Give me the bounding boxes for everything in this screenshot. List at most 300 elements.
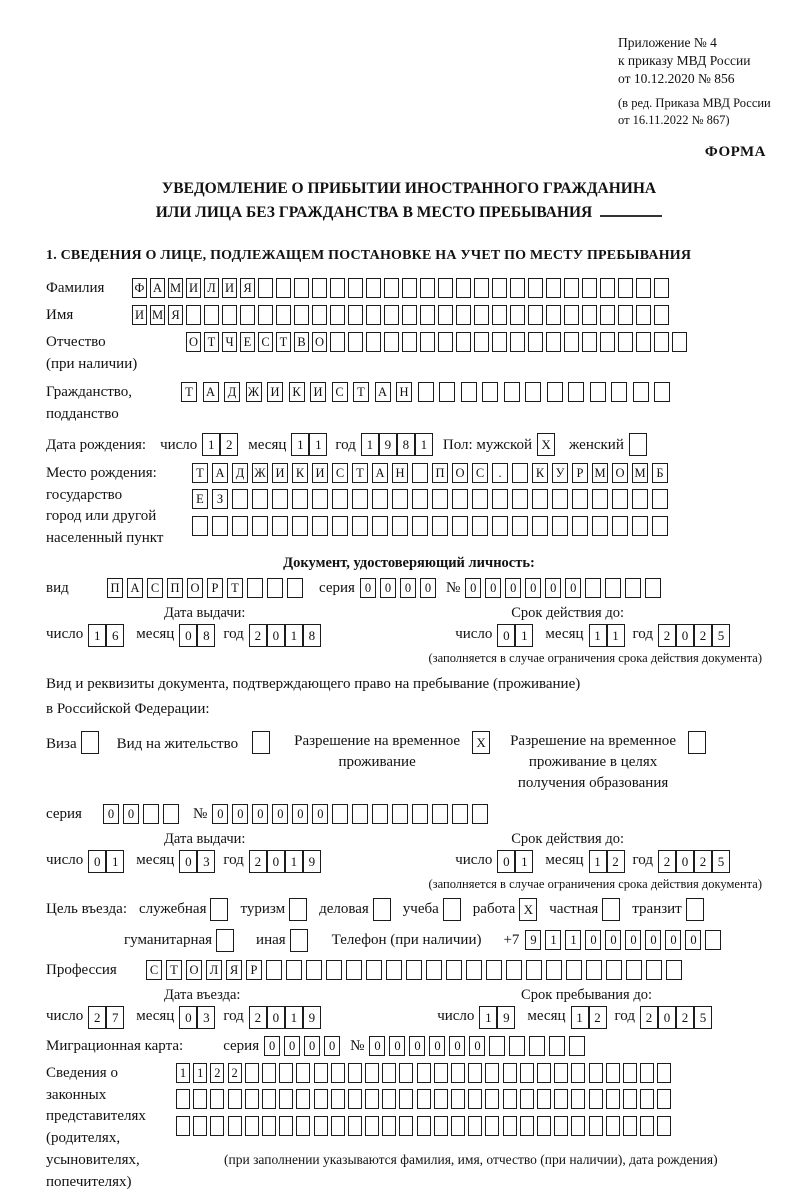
char-cell[interactable]: [503, 1116, 517, 1136]
char-cell[interactable]: [646, 960, 662, 980]
char-cell[interactable]: [443, 898, 461, 921]
char-cell[interactable]: [623, 1063, 637, 1083]
char-cell[interactable]: [640, 1063, 654, 1083]
char-cell[interactable]: [402, 305, 417, 325]
char-cell[interactable]: [296, 1089, 310, 1109]
char-cell[interactable]: 1: [565, 930, 581, 950]
char-cell[interactable]: [434, 1063, 448, 1083]
char-cell[interactable]: [245, 1116, 259, 1136]
char-cell[interactable]: [520, 1116, 534, 1136]
purpose-work-checkbox[interactable]: [519, 898, 537, 921]
char-cell[interactable]: [606, 1063, 620, 1083]
char-cell[interactable]: 0: [676, 624, 694, 647]
char-cell[interactable]: 1: [88, 624, 106, 647]
char-cell[interactable]: 0: [605, 930, 621, 950]
char-cell[interactable]: 7: [106, 1006, 124, 1029]
char-cell[interactable]: [432, 489, 448, 509]
char-cell[interactable]: 1: [285, 1006, 303, 1029]
char-cell[interactable]: [384, 305, 399, 325]
char-cell[interactable]: [546, 305, 561, 325]
char-cell[interactable]: [474, 332, 489, 352]
char-cell[interactable]: 2: [658, 850, 676, 873]
char-cell[interactable]: О: [312, 332, 327, 352]
char-cell[interactable]: [348, 305, 363, 325]
visa-checkbox[interactable]: [81, 731, 99, 754]
char-cell[interactable]: М: [632, 463, 648, 483]
char-cell[interactable]: [372, 516, 388, 536]
char-cell[interactable]: С: [332, 382, 348, 402]
char-cell[interactable]: 0: [545, 578, 561, 598]
char-cell[interactable]: 2: [249, 624, 267, 647]
sex-female-checkbox[interactable]: [629, 433, 647, 456]
char-cell[interactable]: 9: [525, 930, 541, 950]
char-cell[interactable]: [314, 1089, 328, 1109]
char-cell[interactable]: [554, 1116, 568, 1136]
char-cell[interactable]: 0: [232, 804, 248, 824]
char-cell[interactable]: [252, 516, 268, 536]
char-cell[interactable]: [399, 1116, 413, 1136]
char-cell[interactable]: [636, 332, 651, 352]
char-cell[interactable]: .: [492, 463, 508, 483]
char-cell[interactable]: [472, 489, 488, 509]
char-cell[interactable]: X: [537, 433, 555, 456]
char-cell[interactable]: [262, 1063, 276, 1083]
char-cell[interactable]: [451, 1089, 465, 1109]
char-cell[interactable]: [210, 1089, 224, 1109]
char-cell[interactable]: [366, 305, 381, 325]
char-cell[interactable]: 0: [409, 1036, 425, 1056]
char-cell[interactable]: [510, 305, 525, 325]
char-cell[interactable]: [332, 516, 348, 536]
char-cell[interactable]: [510, 332, 525, 352]
char-cell[interactable]: [292, 489, 308, 509]
char-cell[interactable]: [143, 804, 159, 824]
char-cell[interactable]: [652, 489, 668, 509]
char-cell[interactable]: 0: [272, 804, 288, 824]
char-cell[interactable]: [386, 960, 402, 980]
char-cell[interactable]: Т: [353, 382, 369, 402]
char-cell[interactable]: [482, 382, 498, 402]
char-cell[interactable]: [512, 516, 528, 536]
char-cell[interactable]: [474, 305, 489, 325]
char-cell[interactable]: 2: [676, 1006, 694, 1029]
char-cell[interactable]: [571, 1063, 585, 1083]
char-cell[interactable]: [633, 382, 649, 402]
char-cell[interactable]: [547, 382, 563, 402]
char-cell[interactable]: [434, 1089, 448, 1109]
char-cell[interactable]: 0: [400, 578, 416, 598]
char-cell[interactable]: О: [186, 960, 202, 980]
char-cell[interactable]: [326, 960, 342, 980]
char-cell[interactable]: [492, 332, 507, 352]
char-cell[interactable]: [564, 278, 579, 298]
char-cell[interactable]: [645, 578, 661, 598]
char-cell[interactable]: [636, 278, 651, 298]
char-cell[interactable]: [485, 1116, 499, 1136]
char-cell[interactable]: Р: [572, 463, 588, 483]
char-cell[interactable]: [474, 278, 489, 298]
char-cell[interactable]: Т: [276, 332, 291, 352]
char-cell[interactable]: [204, 305, 219, 325]
char-cell[interactable]: Н: [396, 382, 412, 402]
sex-male-checkbox[interactable]: [537, 433, 555, 456]
char-cell[interactable]: [286, 960, 302, 980]
char-cell[interactable]: [654, 278, 669, 298]
char-cell[interactable]: Ж: [246, 382, 262, 402]
char-cell[interactable]: [526, 960, 542, 980]
char-cell[interactable]: 6: [106, 624, 124, 647]
char-cell[interactable]: [276, 305, 291, 325]
char-cell[interactable]: [352, 489, 368, 509]
char-cell[interactable]: [456, 332, 471, 352]
char-cell[interactable]: [294, 305, 309, 325]
char-cell[interactable]: [262, 1116, 276, 1136]
char-cell[interactable]: Л: [206, 960, 222, 980]
char-cell[interactable]: [509, 1036, 525, 1056]
char-cell[interactable]: [600, 305, 615, 325]
char-cell[interactable]: 0: [685, 930, 701, 950]
char-cell[interactable]: 0: [449, 1036, 465, 1056]
char-cell[interactable]: 0: [525, 578, 541, 598]
char-cell[interactable]: Р: [207, 578, 223, 598]
char-cell[interactable]: [606, 1089, 620, 1109]
purpose-commercial-checkbox[interactable]: [373, 898, 391, 921]
char-cell[interactable]: Ж: [252, 463, 268, 483]
char-cell[interactable]: [618, 332, 633, 352]
char-cell[interactable]: 0: [179, 1006, 197, 1029]
char-cell[interactable]: Я: [168, 305, 183, 325]
char-cell[interactable]: [352, 516, 368, 536]
char-cell[interactable]: [420, 305, 435, 325]
char-cell[interactable]: [193, 1089, 207, 1109]
char-cell[interactable]: М: [168, 278, 183, 298]
char-cell[interactable]: [262, 1089, 276, 1109]
char-cell[interactable]: [245, 1063, 259, 1083]
char-cell[interactable]: [605, 578, 621, 598]
char-cell[interactable]: [212, 516, 228, 536]
char-cell[interactable]: 0: [497, 624, 515, 647]
char-cell[interactable]: [352, 804, 368, 824]
char-cell[interactable]: Е: [192, 489, 208, 509]
char-cell[interactable]: [192, 516, 208, 536]
char-cell[interactable]: [392, 804, 408, 824]
char-cell[interactable]: [312, 305, 327, 325]
char-cell[interactable]: С: [258, 332, 273, 352]
char-cell[interactable]: [537, 1089, 551, 1109]
char-cell[interactable]: [252, 489, 268, 509]
char-cell[interactable]: 9: [303, 850, 321, 873]
char-cell[interactable]: [566, 960, 582, 980]
char-cell[interactable]: [294, 278, 309, 298]
char-cell[interactable]: Т: [227, 578, 243, 598]
char-cell[interactable]: [546, 332, 561, 352]
char-cell[interactable]: [564, 305, 579, 325]
char-cell[interactable]: Я: [240, 278, 255, 298]
char-cell[interactable]: [504, 382, 520, 402]
char-cell[interactable]: 2: [220, 433, 238, 456]
char-cell[interactable]: [228, 1116, 242, 1136]
purpose-study-checkbox[interactable]: [443, 898, 461, 921]
char-cell[interactable]: 1: [193, 1063, 207, 1083]
char-cell[interactable]: [632, 516, 648, 536]
char-cell[interactable]: [296, 1116, 310, 1136]
char-cell[interactable]: [279, 1063, 293, 1083]
char-cell[interactable]: 8: [303, 624, 321, 647]
char-cell[interactable]: [384, 332, 399, 352]
char-cell[interactable]: 0: [103, 804, 119, 824]
char-cell[interactable]: [468, 1116, 482, 1136]
char-cell[interactable]: [176, 1116, 190, 1136]
char-cell[interactable]: [258, 305, 273, 325]
char-cell[interactable]: [176, 1089, 190, 1109]
char-cell[interactable]: 8: [197, 624, 215, 647]
char-cell[interactable]: [589, 1063, 603, 1083]
char-cell[interactable]: [81, 731, 99, 754]
purpose-business-checkbox[interactable]: [210, 898, 228, 921]
char-cell[interactable]: 0: [645, 930, 661, 950]
char-cell[interactable]: [528, 278, 543, 298]
char-cell[interactable]: [503, 1089, 517, 1109]
char-cell[interactable]: [472, 804, 488, 824]
char-cell[interactable]: [348, 332, 363, 352]
char-cell[interactable]: 1: [515, 850, 533, 873]
char-cell[interactable]: 0: [312, 804, 328, 824]
char-cell[interactable]: [568, 382, 584, 402]
char-cell[interactable]: А: [127, 578, 143, 598]
char-cell[interactable]: [382, 1116, 396, 1136]
char-cell[interactable]: [572, 489, 588, 509]
char-cell[interactable]: [520, 1063, 534, 1083]
char-cell[interactable]: [348, 1116, 362, 1136]
char-cell[interactable]: 1: [291, 433, 309, 456]
char-cell[interactable]: [606, 960, 622, 980]
char-cell[interactable]: [468, 1089, 482, 1109]
char-cell[interactable]: 1: [202, 433, 220, 456]
char-cell[interactable]: Б: [652, 463, 668, 483]
char-cell[interactable]: О: [187, 578, 203, 598]
char-cell[interactable]: Ф: [132, 278, 147, 298]
char-cell[interactable]: Т: [204, 332, 219, 352]
char-cell[interactable]: Т: [192, 463, 208, 483]
char-cell[interactable]: [612, 489, 628, 509]
char-cell[interactable]: Л: [204, 278, 219, 298]
char-cell[interactable]: [279, 1089, 293, 1109]
purpose-other-checkbox[interactable]: [290, 929, 308, 952]
char-cell[interactable]: 0: [88, 850, 106, 873]
char-cell[interactable]: Д: [232, 463, 248, 483]
char-cell[interactable]: [420, 278, 435, 298]
char-cell[interactable]: К: [532, 463, 548, 483]
char-cell[interactable]: А: [372, 463, 388, 483]
char-cell[interactable]: [525, 382, 541, 402]
char-cell[interactable]: 2: [228, 1063, 242, 1083]
char-cell[interactable]: А: [375, 382, 391, 402]
char-cell[interactable]: [382, 1089, 396, 1109]
char-cell[interactable]: [705, 930, 721, 950]
char-cell[interactable]: 0: [284, 1036, 300, 1056]
char-cell[interactable]: [654, 305, 669, 325]
char-cell[interactable]: [582, 305, 597, 325]
char-cell[interactable]: [399, 1063, 413, 1083]
char-cell[interactable]: [292, 516, 308, 536]
char-cell[interactable]: [654, 332, 669, 352]
char-cell[interactable]: [267, 578, 283, 598]
char-cell[interactable]: 2: [589, 1006, 607, 1029]
char-cell[interactable]: [552, 516, 568, 536]
char-cell[interactable]: [186, 305, 201, 325]
char-cell[interactable]: [466, 960, 482, 980]
char-cell[interactable]: 0: [252, 804, 268, 824]
char-cell[interactable]: [492, 516, 508, 536]
char-cell[interactable]: X: [519, 898, 537, 921]
char-cell[interactable]: 0: [485, 578, 501, 598]
char-cell[interactable]: [296, 1063, 310, 1083]
char-cell[interactable]: [373, 898, 391, 921]
char-cell[interactable]: [452, 516, 468, 536]
char-cell[interactable]: [657, 1089, 671, 1109]
char-cell[interactable]: [657, 1116, 671, 1136]
char-cell[interactable]: [636, 305, 651, 325]
char-cell[interactable]: [602, 898, 620, 921]
char-cell[interactable]: И: [222, 278, 237, 298]
char-cell[interactable]: [312, 278, 327, 298]
purpose-transit-checkbox[interactable]: [686, 898, 704, 921]
char-cell[interactable]: 1: [285, 850, 303, 873]
char-cell[interactable]: [686, 898, 704, 921]
char-cell[interactable]: [546, 960, 562, 980]
char-cell[interactable]: [417, 1116, 431, 1136]
char-cell[interactable]: [592, 516, 608, 536]
char-cell[interactable]: Е: [240, 332, 255, 352]
char-cell[interactable]: [666, 960, 682, 980]
char-cell[interactable]: [468, 1063, 482, 1083]
char-cell[interactable]: Ч: [222, 332, 237, 352]
char-cell[interactable]: [510, 278, 525, 298]
char-cell[interactable]: [688, 731, 706, 754]
char-cell[interactable]: 0: [292, 804, 308, 824]
char-cell[interactable]: 0: [585, 930, 601, 950]
char-cell[interactable]: В: [294, 332, 309, 352]
char-cell[interactable]: [432, 804, 448, 824]
char-cell[interactable]: 0: [123, 804, 139, 824]
char-cell[interactable]: [266, 960, 282, 980]
char-cell[interactable]: [528, 305, 543, 325]
char-cell[interactable]: 0: [267, 624, 285, 647]
char-cell[interactable]: 0: [497, 850, 515, 873]
char-cell[interactable]: У: [552, 463, 568, 483]
char-cell[interactable]: [582, 332, 597, 352]
char-cell[interactable]: 0: [389, 1036, 405, 1056]
char-cell[interactable]: О: [612, 463, 628, 483]
char-cell[interactable]: [528, 332, 543, 352]
char-cell[interactable]: 0: [360, 578, 376, 598]
char-cell[interactable]: Р: [246, 960, 262, 980]
char-cell[interactable]: 0: [179, 624, 197, 647]
char-cell[interactable]: [365, 1089, 379, 1109]
char-cell[interactable]: [348, 1089, 362, 1109]
char-cell[interactable]: [420, 332, 435, 352]
char-cell[interactable]: [438, 278, 453, 298]
char-cell[interactable]: 2: [249, 1006, 267, 1029]
char-cell[interactable]: [384, 278, 399, 298]
char-cell[interactable]: [330, 305, 345, 325]
char-cell[interactable]: 0: [369, 1036, 385, 1056]
char-cell[interactable]: [332, 489, 348, 509]
edu-permit-checkbox[interactable]: [688, 731, 706, 754]
char-cell[interactable]: 9: [303, 1006, 321, 1029]
char-cell[interactable]: П: [167, 578, 183, 598]
char-cell[interactable]: [589, 1089, 603, 1109]
char-cell[interactable]: 0: [658, 1006, 676, 1029]
char-cell[interactable]: 1: [176, 1063, 190, 1083]
char-cell[interactable]: 1: [309, 433, 327, 456]
char-cell[interactable]: [432, 516, 448, 536]
char-cell[interactable]: [417, 1089, 431, 1109]
char-cell[interactable]: [332, 804, 348, 824]
char-cell[interactable]: И: [132, 305, 147, 325]
char-cell[interactable]: 5: [712, 850, 730, 873]
char-cell[interactable]: 0: [505, 578, 521, 598]
char-cell[interactable]: [626, 960, 642, 980]
char-cell[interactable]: 0: [380, 578, 396, 598]
char-cell[interactable]: [512, 489, 528, 509]
char-cell[interactable]: [438, 332, 453, 352]
char-cell[interactable]: 0: [465, 578, 481, 598]
char-cell[interactable]: [330, 332, 345, 352]
char-cell[interactable]: К: [292, 463, 308, 483]
char-cell[interactable]: [618, 278, 633, 298]
residence-permit-checkbox[interactable]: [252, 731, 270, 754]
char-cell[interactable]: [657, 1063, 671, 1083]
char-cell[interactable]: С: [332, 463, 348, 483]
char-cell[interactable]: 8: [397, 433, 415, 456]
char-cell[interactable]: [537, 1063, 551, 1083]
char-cell[interactable]: [571, 1116, 585, 1136]
char-cell[interactable]: [366, 960, 382, 980]
char-cell[interactable]: М: [592, 463, 608, 483]
char-cell[interactable]: [640, 1089, 654, 1109]
char-cell[interactable]: П: [432, 463, 448, 483]
char-cell[interactable]: [399, 1089, 413, 1109]
char-cell[interactable]: Д: [224, 382, 240, 402]
char-cell[interactable]: 0: [469, 1036, 485, 1056]
char-cell[interactable]: 2: [88, 1006, 106, 1029]
char-cell[interactable]: [216, 929, 234, 952]
char-cell[interactable]: [461, 382, 477, 402]
char-cell[interactable]: [392, 489, 408, 509]
char-cell[interactable]: [439, 382, 455, 402]
purpose-tourism-checkbox[interactable]: [289, 898, 307, 921]
char-cell[interactable]: [472, 516, 488, 536]
char-cell[interactable]: [258, 278, 273, 298]
char-cell[interactable]: [600, 278, 615, 298]
char-cell[interactable]: О: [186, 332, 201, 352]
char-cell[interactable]: [272, 516, 288, 536]
char-cell[interactable]: А: [212, 463, 228, 483]
char-cell[interactable]: [240, 305, 255, 325]
char-cell[interactable]: [247, 578, 263, 598]
char-cell[interactable]: [366, 278, 381, 298]
char-cell[interactable]: 1: [607, 624, 625, 647]
char-cell[interactable]: [564, 332, 579, 352]
char-cell[interactable]: И: [186, 278, 201, 298]
char-cell[interactable]: Т: [166, 960, 182, 980]
char-cell[interactable]: К: [289, 382, 305, 402]
char-cell[interactable]: [485, 1063, 499, 1083]
char-cell[interactable]: [193, 1116, 207, 1136]
char-cell[interactable]: 5: [694, 1006, 712, 1029]
char-cell[interactable]: [586, 960, 602, 980]
